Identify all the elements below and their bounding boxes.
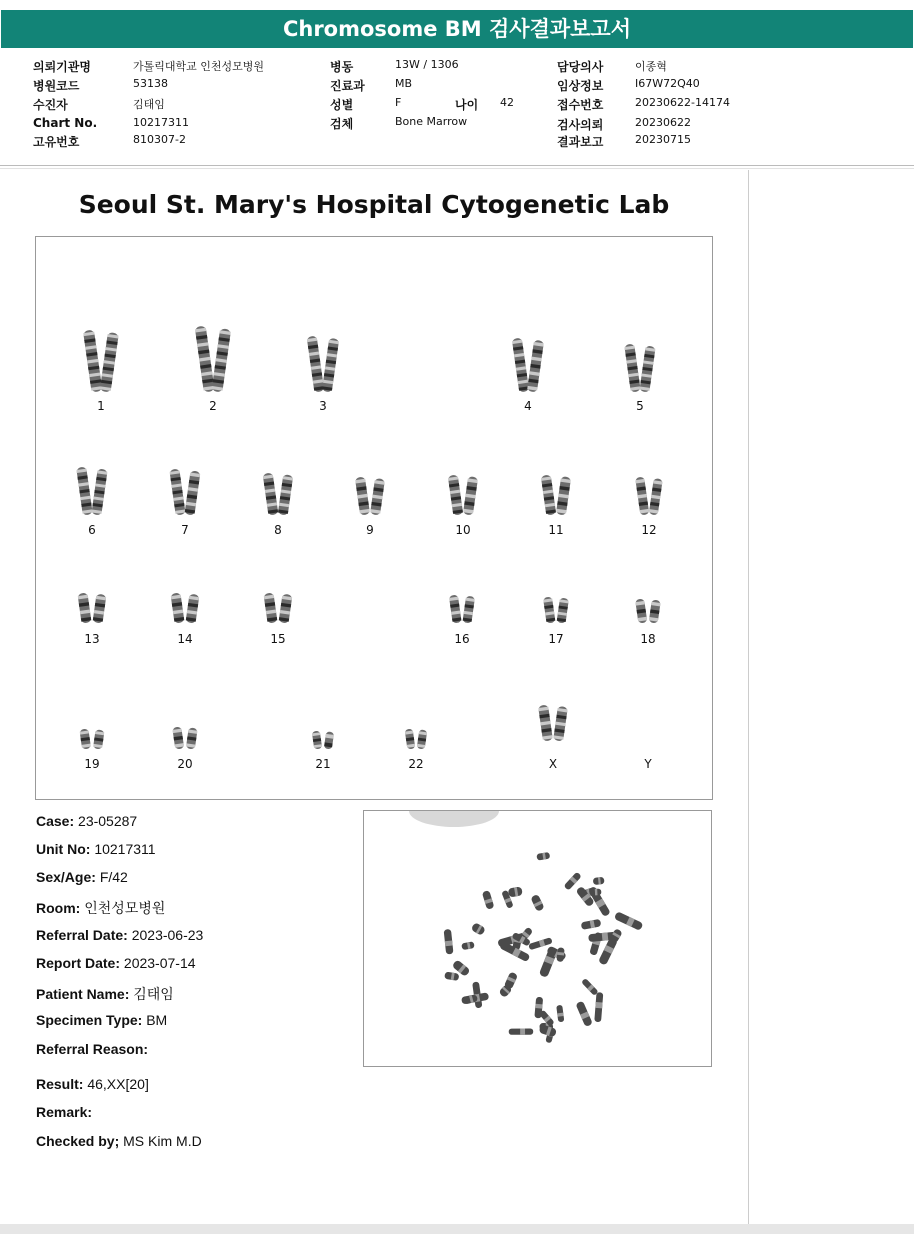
label-ward: 병동 xyxy=(330,60,354,74)
value-clinical-info: I67W72Q40 xyxy=(635,77,700,90)
chromosome-label-11: 11 xyxy=(548,523,564,537)
chromosome-label-15: 15 xyxy=(270,632,286,646)
value-hospital-code: 53138 xyxy=(133,77,168,90)
label-result-date: 결과보고 xyxy=(557,135,604,149)
header-divider-light xyxy=(0,168,914,169)
chromosome-label-8: 8 xyxy=(274,523,282,537)
karyogram-panel xyxy=(35,236,713,800)
chromosome-pair-22 xyxy=(405,729,428,750)
chromosome-label-16: 16 xyxy=(454,632,470,646)
metaphase-chromosome xyxy=(444,929,454,955)
room-field: Room: 인천성모병원 xyxy=(36,900,166,916)
metaphase-chromosome xyxy=(594,992,603,1022)
value-receipt-no: 20230622-14174 xyxy=(635,96,730,109)
metaphase-chromosome xyxy=(444,972,459,981)
value-specimen: Bone Marrow xyxy=(395,115,468,128)
chromosome-label-22: 22 xyxy=(408,757,424,771)
report-date-field: Report Date: 2023-07-14 xyxy=(36,955,196,971)
chromosome-pair-18 xyxy=(635,598,661,623)
value-result-date: 20230715 xyxy=(635,133,691,146)
remark-field: Remark: xyxy=(36,1104,93,1120)
metaphase-chromosome xyxy=(581,978,599,996)
metaphase-chromosome xyxy=(536,852,550,861)
chromosome-label-20: 20 xyxy=(177,757,193,771)
chromosome-pair-21 xyxy=(312,731,334,750)
chromosome-label-7: 7 xyxy=(181,523,189,537)
room-value: 인천성모병원 xyxy=(84,900,166,916)
report-date-value: 2023-07-14 xyxy=(123,955,196,971)
checked-by-value: MS Kim M.D xyxy=(123,1133,202,1149)
chromosome-pair-8 xyxy=(263,473,294,516)
chromosome-pair-7 xyxy=(169,469,200,516)
patient-name-field: Patient Name: 김태임 xyxy=(36,986,174,1002)
chromosome-pair-10 xyxy=(448,474,478,515)
footer-bar xyxy=(0,1224,914,1234)
chromosome-label-13: 13 xyxy=(84,632,100,646)
label-doctor: 담당의사 xyxy=(557,60,604,74)
metaphase-panel xyxy=(363,810,712,1067)
metaphase-chromosome xyxy=(471,922,486,936)
chromosome-label-5: 5 xyxy=(636,399,644,413)
debris-blot xyxy=(409,811,499,827)
value-chart-no: 10217311 xyxy=(133,116,189,129)
metaphase-spread-image xyxy=(364,811,711,1066)
chromosome-label-y: Y xyxy=(644,757,652,771)
value-request-date: 20230622 xyxy=(635,116,691,129)
lab-title: Seoul St. Mary's Hospital Cytogenetic Lab xyxy=(78,190,670,219)
case-value: 23-05287 xyxy=(78,813,138,829)
case-field: Case: 23-05287 xyxy=(36,813,138,829)
metaphase-chromosome xyxy=(581,919,602,930)
value-department: MB xyxy=(395,77,413,90)
label-request-date: 검사의뢰 xyxy=(557,118,604,132)
label-chart-no: Chart No. xyxy=(33,116,98,130)
referral-reason-field: Referral Reason: xyxy=(36,1041,149,1057)
chromosome-pair-14 xyxy=(170,592,199,623)
karyogram-image xyxy=(36,237,712,799)
value-doctor: 이종혁 xyxy=(635,60,667,73)
chromosome-pair-11 xyxy=(541,474,571,515)
referral-date-field: Referral Date: 2023-06-23 xyxy=(36,927,204,943)
metaphase-chromosome xyxy=(563,872,581,891)
chromosome-pair-2 xyxy=(195,326,231,393)
chromosome-pair-1 xyxy=(83,330,119,393)
chromosome-pair-15 xyxy=(263,592,292,623)
chromosome-pair-17 xyxy=(543,597,569,624)
metaphase-chromosome xyxy=(575,1001,592,1027)
sex-age-field: Sex/Age: F/42 xyxy=(36,869,128,885)
chromosome-pair-16 xyxy=(449,595,475,624)
chromosome-pair-12 xyxy=(635,477,663,516)
metaphase-chromosome xyxy=(556,1005,564,1023)
label-specimen: 검체 xyxy=(330,117,354,131)
checked-by-field: Checked by; MS Kim M.D xyxy=(36,1133,202,1149)
chromosome-label-3: 3 xyxy=(319,399,327,413)
value-sex: F xyxy=(395,96,402,109)
metaphase-chromosome xyxy=(614,911,644,931)
chromosome-label-18: 18 xyxy=(640,632,656,646)
label-hospital-code: 병원코드 xyxy=(33,79,80,93)
chromosome-pair-x xyxy=(538,704,568,741)
referral-date-value: 2023-06-23 xyxy=(131,927,204,943)
label-department: 진료과 xyxy=(330,79,365,93)
specimen-type-field: Specimen Type: BM xyxy=(36,1012,168,1028)
chromosome-pair-5 xyxy=(624,344,655,393)
metaphase-chromosome xyxy=(508,886,523,897)
label-patient: 수진자 xyxy=(33,98,68,112)
value-patient: 김태임 xyxy=(133,98,165,111)
chromosome-label-21: 21 xyxy=(315,757,331,771)
chromosome-label-1: 1 xyxy=(97,399,105,413)
chromosome-label-4: 4 xyxy=(524,399,532,413)
metaphase-chromosome xyxy=(589,889,601,896)
value-unique-no: 810307-2 xyxy=(133,133,186,146)
value-institution: 가톨릭대학교 인천성모병원 xyxy=(133,60,265,73)
chromosome-pair-13 xyxy=(77,592,106,623)
metaphase-chromosome xyxy=(509,1028,533,1034)
label-institution: 의뢰기관명 xyxy=(33,60,91,74)
label-sex: 성별 xyxy=(330,98,354,112)
metaphase-chromosome xyxy=(482,890,495,910)
chromosome-pair-19 xyxy=(79,728,104,749)
chromosome-label-10: 10 xyxy=(455,523,471,537)
label-clinical-info: 임상정보 xyxy=(557,79,604,93)
label-age: 나이 xyxy=(455,98,479,112)
chromosome-label-2: 2 xyxy=(209,399,217,413)
metaphase-chromosome xyxy=(593,877,605,885)
report-title: Chromosome BM 검사결과보고서 xyxy=(1,10,913,48)
unit-no-field: Unit No: 10217311 xyxy=(36,841,156,857)
result-value: 46,XX[20] xyxy=(87,1076,149,1092)
chromosome-label-19: 19 xyxy=(84,757,100,771)
metaphase-chromosome xyxy=(461,941,475,950)
header-info xyxy=(0,56,914,166)
chromosome-pair-9 xyxy=(355,476,385,515)
header-divider xyxy=(0,165,914,166)
chromosome-label-14: 14 xyxy=(177,632,193,646)
value-ward: 13W / 1306 xyxy=(395,58,459,71)
label-unique-no: 고유번호 xyxy=(33,135,80,149)
chromosome-pair-6 xyxy=(76,467,107,516)
specimen-type-value: BM xyxy=(146,1012,168,1028)
label-receipt-no: 접수번호 xyxy=(557,98,604,112)
page-margin-line xyxy=(748,170,749,1224)
chromosome-pair-4 xyxy=(512,338,544,393)
chromosome-pair-20 xyxy=(172,726,197,749)
chromosome-pair-3 xyxy=(307,336,340,393)
chromosome-label-x: X xyxy=(548,757,558,771)
chromosome-label-6: 6 xyxy=(88,523,96,537)
unit-no-value: 10217311 xyxy=(94,841,156,857)
value-age: 42 xyxy=(500,96,514,109)
chromosome-label-12: 12 xyxy=(641,523,657,537)
result-field: Result: 46,XX[20] xyxy=(36,1076,149,1092)
metaphase-chromosome xyxy=(530,894,544,912)
chromosome-label-17: 17 xyxy=(548,632,564,646)
sex-age-value: F/42 xyxy=(99,869,128,885)
chromosome-label-9: 9 xyxy=(366,523,374,537)
patient-name-value: 김태임 xyxy=(133,986,174,1002)
